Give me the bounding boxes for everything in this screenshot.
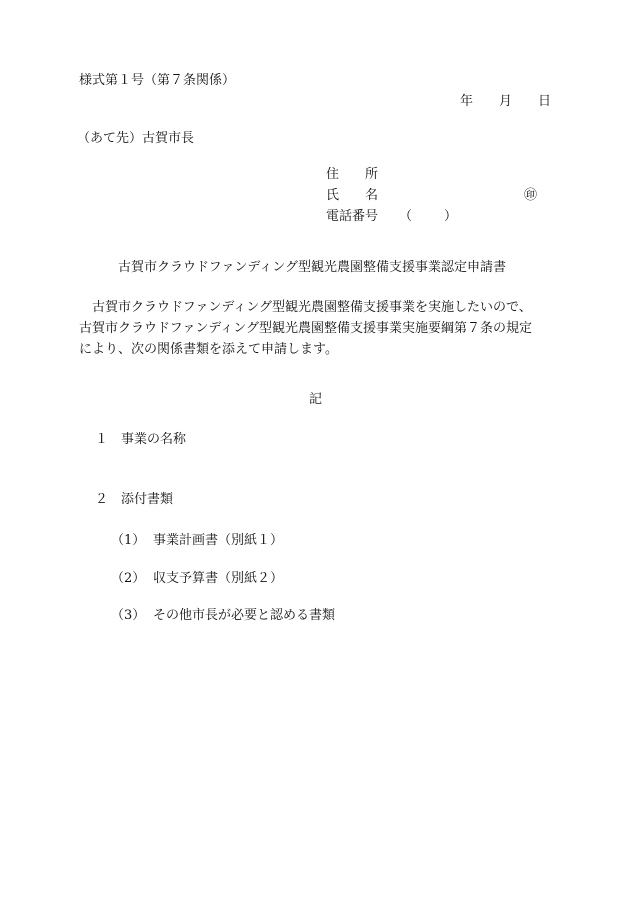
address-label: 住 所 xyxy=(326,167,379,182)
body-line-2: 古賀市クラウドファンディング型観光農園整備支援事業実施要綱第７条の規定 xyxy=(79,321,533,336)
item-business-name xyxy=(95,433,186,446)
item-number: １ xyxy=(95,432,109,447)
document-title: 古賀市クラウドファンディング型観光農園整備支援事業認定申請書 xyxy=(118,260,507,275)
item-label: 添付書類 xyxy=(121,492,174,507)
form-number: 様式第１号（第７条関係） xyxy=(79,73,236,88)
phone-paren-close: ） xyxy=(444,209,458,224)
attachment-item xyxy=(111,609,335,622)
seal-mark: ㊞ xyxy=(524,188,538,203)
body-line-1: 古賀市クラウドファンディング型観光農園整備支援事業を実施したいので、 xyxy=(92,300,532,315)
attachment-label: 事業計画書（別紙１） xyxy=(153,533,284,548)
attachment-item xyxy=(111,534,283,547)
body-paragraph xyxy=(79,297,532,360)
date-day-label: 日 xyxy=(538,94,552,109)
addressee: （あて先）古賀市長 xyxy=(77,131,195,146)
attachment-item xyxy=(111,572,283,585)
item-attachments xyxy=(95,493,173,506)
date-year-label: 年 xyxy=(460,94,474,109)
item-number: ２ xyxy=(95,492,109,507)
date-month-label: 月 xyxy=(499,94,513,109)
attachment-label: その他市長が必要と認める書類 xyxy=(153,608,336,623)
item-label: 事業の名称 xyxy=(121,432,187,447)
attachment-number: （2） xyxy=(111,571,146,586)
phone-label: 電話番号 xyxy=(326,209,379,224)
name-label: 氏 名 xyxy=(326,188,379,203)
phone-paren-open: （ xyxy=(399,209,413,224)
ki-heading: 記 xyxy=(309,392,323,407)
date-line xyxy=(460,95,551,108)
attachment-label: 収支予算書（別紙２） xyxy=(153,571,284,586)
attachment-number: （1） xyxy=(111,533,146,548)
attachment-number: （3） xyxy=(111,608,146,623)
body-line-3: により、次の関係書類を添えて申請します。 xyxy=(79,342,338,357)
